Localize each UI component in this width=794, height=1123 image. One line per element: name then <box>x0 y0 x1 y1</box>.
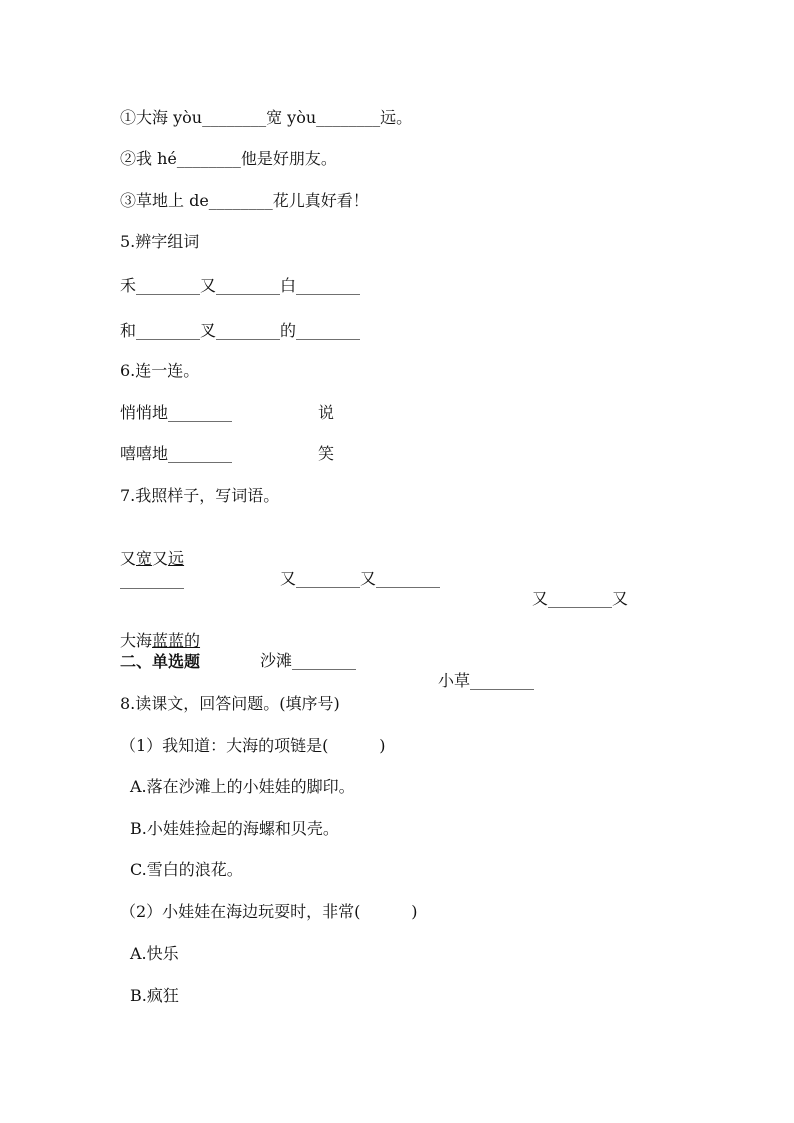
q4-item-3: ③草地上 de________花儿真好看！ <box>120 191 369 210</box>
q7-row-1 <box>0 529 794 608</box>
q7-example-yuan: 远 <box>168 549 185 568</box>
q7-blank-3: 又________又 <box>532 589 629 608</box>
q8-sub-2-option-b: B.疯狂 <box>130 986 179 1005</box>
q6-left-2: 嘻嘻地________ <box>120 444 233 463</box>
q7-blank-4: 沙滩________ <box>260 651 357 670</box>
q8-sub-1: （1）我知道：大海的项链是( ) <box>120 736 386 755</box>
q5-row-1: 禾________又________白________ <box>120 276 361 295</box>
q7-blank-2: 又________又________ <box>280 569 441 588</box>
q5-row-2: 和________叉________的________ <box>120 321 361 340</box>
q7-example <box>120 549 184 569</box>
q7-blank-5: 小草________ <box>438 671 535 690</box>
q7-example-2-prefix: 大海 <box>120 631 153 650</box>
q8-sub-1-option-b: B.小娃娃捡起的海螺和贝壳。 <box>130 819 339 838</box>
q8-sub-1-option-a: A.落在沙滩上的小娃娃的脚印。 <box>130 777 355 796</box>
q6-right-2: 笑 <box>318 444 335 463</box>
q8-sub-2: （2）小娃娃在海边玩耍时，非常( ) <box>120 902 418 921</box>
section-2-title: 二、单选题 <box>120 652 201 671</box>
q7-blank-3-wrap: ________ <box>120 570 184 589</box>
q8-sub-1-option-c: C.雪白的浪花。 <box>130 860 243 879</box>
q4-item-2: ②我 hé________他是好朋友。 <box>120 149 337 168</box>
q7-example-2 <box>120 631 200 651</box>
q7-example-you-2: 又 <box>152 549 169 568</box>
q7-example-you-1: 又 <box>120 549 137 568</box>
q6-left-1: 悄悄地________ <box>120 403 233 422</box>
q4-item-1: ①大海 yòu________宽 yòu________远。 <box>120 108 413 127</box>
q8-title: 8.读课文，回答问题。(填序号) <box>120 694 340 713</box>
q6-title: 6.连一连。 <box>120 361 200 380</box>
q8-sub-2-option-a: A.快乐 <box>130 944 179 963</box>
q7-example-kuan: 宽 <box>136 549 153 568</box>
q7-title: 7.我照样子，写词语。 <box>120 486 280 505</box>
q6-right-1: 说 <box>318 403 335 422</box>
q7-example-2-underlined: 蓝蓝的 <box>152 631 201 650</box>
q5-title: 5.辨字组词 <box>120 232 200 251</box>
